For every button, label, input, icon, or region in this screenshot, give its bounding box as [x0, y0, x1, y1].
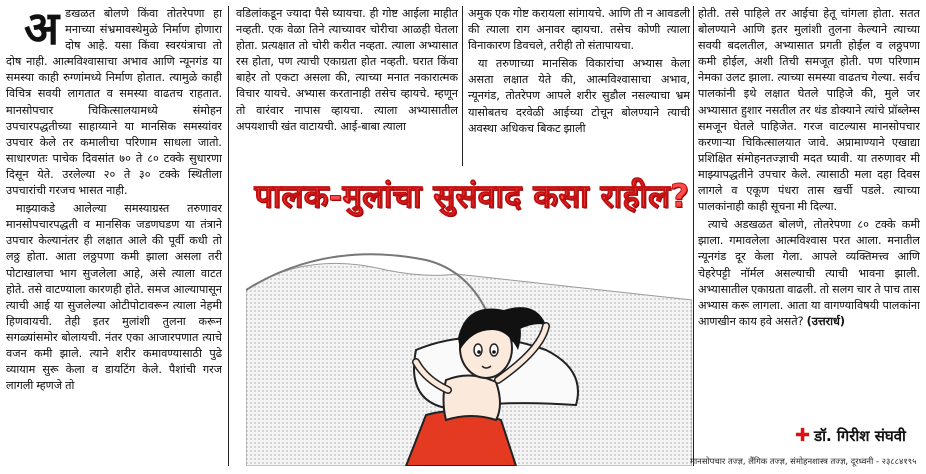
column-divider	[462, 6, 463, 166]
paragraph: माझ्याकडे आलेल्या समस्याग्रस्त तरुणावर मानसोपचारपद्धती व मानसिक जडणघडण या तंत्राने उपचार केल्यानंतर ही लक्षात आले की पूर्वी कधी तो लठ्ठ होता. आता लठ्ठपणा कमी झाला असला तरी पोटाखालचा भाग सुजलेला आहे, असे त्याला वाटत होते. तसे वाटण्याला कारणही होते. समज आल्यापासून त्याची आई या सुजलेल्या ओटीपोटावरून त्याला नेहमी हिणवायची. तेही इतर मुलांशी तुलना करून सगळ्यांसमोर बोलायची. नंतर एका आजारपणात त्याचे वजन कमी झाले. त्याने शरीर कमावण्यासाठी पुढे व्यायाम सुरू केला व डायटिंग केले. पैशांची गरज लागली म्हणजे तो	[6, 202, 222, 393]
cartoon-illustration	[246, 230, 692, 466]
headline-box	[232, 172, 688, 234]
paragraph: होती. तसे पाहिले तर आईचा हेतू चांगला होता. सतत बोलण्याने आणि इतर मुलांशी तुलना केल्याने त्याच्या सवयी बदलतील, अभ्यासात प्रगती होईल व लठ्ठपणा कमी होईल, अशी तिची समजूत होती. पण परिणाम नेमका उलट झाला. त्याच्या समस्या वाढतच गेल्या. सर्वच पालकांनी इथे लक्षात घेतले पाहिजे की, मुले जर अभ्यासात हुशार नसतील तर थंड डोक्याने त्यांचे प्रॉब्लेम्स समजून घेतले पाहिजेत. गरज वाटल्यास मानसोपचार करणाऱ्या चिकित्सालयात जावे. अप्रामाण्याने एखाद्या प्रशिक्षित संमोहनतज्ज्ञाची मदत घ्यावी. या तरुणावर मी माझ्यापद्धतीने उपचार केले. त्यासाठी मला दहा दिवस लागले व एकूण पंधरा तास खर्ची पडले. त्याच्या पालकांनाही काही सूचना मी दिल्या.	[698, 7, 920, 214]
article-column-2	[236, 6, 458, 166]
author-credentials: मानसोपचार तज्ज्ञ, लैंगिक तज्ज्ञ, संमोहनशास्त्र तज्ज्ञ, दूरध्वनी - २३८८४१९५	[690, 456, 917, 466]
column-divider	[228, 6, 229, 466]
paragraph-text: त्याचे अडखळत बोलणे, तोतरेपणा ८० टक्के कमी झाला. गमावलेला आत्मविश्वास परत आला. मनातील न्यूनगंड दूर केला गेला. आपले व्यक्तिमत्त्व आणि चेहरेपट्टी नॉर्मल असल्याची त्याची भावना झाली. अभ्यासातील एकाग्रता वाढली. तो सलग चार ते पाच तास अभ्यास करू लागला. आता या वागण्याविषयी पालकांना आणखीन काय हवे असते?	[698, 218, 920, 328]
paragraph: अमुक एक गोष्ट करायला सांगायचे. आणि ती न आवडली की त्याला राग अनावर व्हायचा. तसेच कोणी त्याला विनाकारण डिवचले, तरीही तो संतापायचा.	[468, 7, 690, 53]
paragraph	[698, 217, 920, 330]
drop-cap: अ	[24, 6, 60, 55]
paragraph: या तरुणाच्या मानसिक विकारांचा अभ्यास केला असता लक्षात येते की, आत्मविश्वासाचा अभाव, न्यूनगंड, तोतरेपण आपले शरीर सुडौल नसल्याचा भ्रम यासोबतच दरवेळी आईच्या टोचून बोलण्याने त्याची अवस्था अधिकच बिकट झाली	[468, 57, 690, 135]
article-column-1	[6, 6, 222, 468]
article-column-4	[698, 6, 920, 426]
column-divider	[693, 6, 694, 466]
paragraph: डखळत बोलणे किंवा तोतरेपणा हा मनाच्या संभ्रमावस्थेमुळे निर्माण होणारा दोष आहे. यसा किंवा स्वरयंत्राचा तो दोष नाही. आत्मविश्वासाचा अभाव आणि न्यूनगंड या समस्या काही रुग्णांमध्ये निर्माण होतात. त्यामुळे काही विचित्र सवयी लागतात व समस्या वाढतच राहतात. मानसोपचार चिकित्सालयामध्ये संमोहन उपचारपद्धतीच्या साहाय्याने या मानसिक समस्यांवर उपचार केले तर कमालीचा परिणाम साधला जातो. साधारणतः पाचेक दिवसांत ७० ते ८० टक्के सुधारणा दिसून येते. उरलेल्या २० ते ३० टक्के स्थितीला उपचारांची गरजच भासत नाही.	[6, 7, 222, 198]
author-byline	[795, 425, 906, 446]
author-name: डॉ. गिरीश संघवी	[814, 427, 906, 445]
article-headline: पालक-मुलांचा सुसंवाद कसा राहील?	[254, 177, 690, 215]
paragraph: वडिलांकडून ज्यादा पैसे घ्यायचा. ही गोष्ट आईला माहीत नव्हती. एक वेळा तिने त्याच्यावर चोरीचा आळही घेतला होता. प्रत्यक्षात तो चोरी करीत नव्हता. त्याला अभ्यासात रस होता, पण त्याची एकाग्रता होत नव्हती. घरात किंवा बाहेर तो एकटा असला की, त्याच्या मनात नकारात्मक विचार यायचे. अभ्यास करतानाही तसेच व्हायचे. म्हणून तो वारंवार नापास व्हायचा. त्याला अभ्यासातील अपयशाची खंत वाटायची. आई-बाबा त्याला	[236, 7, 458, 133]
article-column-3	[468, 6, 690, 192]
red-cross-icon: ✚	[795, 425, 811, 446]
continued-marker: (उत्तरार्ध)	[806, 314, 846, 328]
